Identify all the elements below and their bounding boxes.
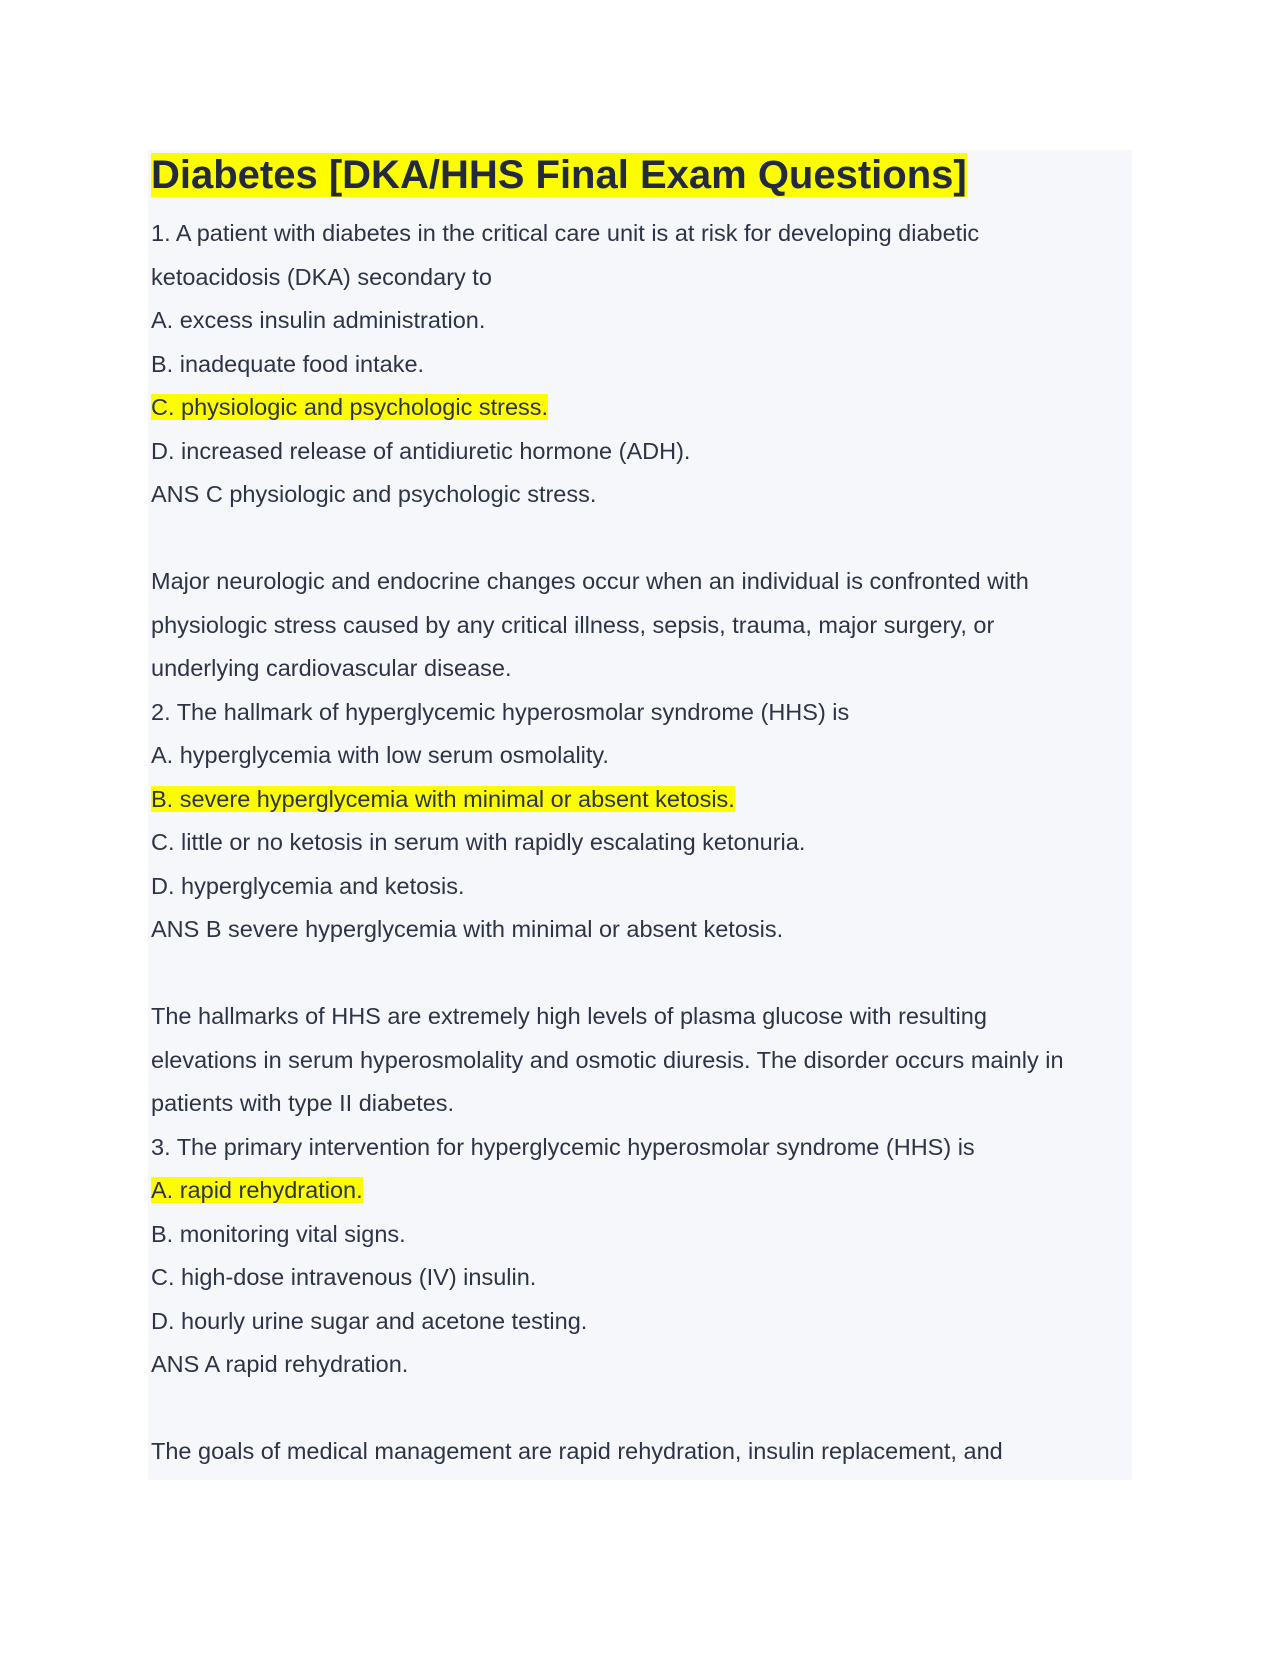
paragraph-gap — [151, 952, 1128, 996]
q1-option-b: B. inadequate food intake. — [151, 350, 425, 377]
q1-rationale-line-1: Major neurologic and endocrine changes occur when an individual is confronted with — [151, 568, 1029, 594]
content-area — [148, 150, 1132, 1480]
q1-correct-option-highlight: C. physiologic and psychologic stress. — [151, 394, 549, 420]
document-body — [151, 212, 1128, 1474]
q3-option-d: D. hourly urine sugar and acetone testing. — [151, 1307, 588, 1334]
q2-rationale-line-3: patients with type II diabetes. — [151, 1090, 455, 1116]
q2-option-d: D. hyperglycemia and ketosis. — [151, 872, 465, 899]
q1-rationale-line-3: underlying cardiovascular disease. — [151, 655, 512, 681]
q1-stem-line-1: 1. A patient with diabetes in the critical care unit is at risk for developing diabetic — [151, 220, 980, 246]
q2-rationale-line-1: The hallmarks of HHS are extremely high levels of plasma glucose with resulting — [151, 1003, 987, 1029]
q3-option-a — [151, 1169, 1128, 1213]
q3-option-c: C. high-dose intravenous (IV) insulin. — [151, 1264, 537, 1290]
q3-option-b: B. monitoring vital signs. — [151, 1220, 406, 1247]
q3-answer: ANS A rapid rehydration. — [151, 1351, 409, 1377]
q1-option-c — [151, 386, 1128, 430]
q2-option-a: A. hyperglycemia with low serum osmolality. — [151, 742, 609, 768]
q1-option-d: D. increased release of antidiuretic hormone (ADH). — [151, 437, 691, 464]
q3-rationale-line-1: The goals of medical management are rapid rehydration, insulin replacement, and — [151, 1438, 1003, 1464]
paragraph-gap — [151, 1387, 1128, 1431]
q1-rationale-line-2: physiologic stress caused by any critical illness, sepsis, trauma, major surgery, or — [151, 611, 995, 638]
q1-stem-line-2: ketoacidosis (DKA) secondary to — [151, 263, 492, 290]
q1-answer: ANS C physiologic and psychologic stress. — [151, 481, 597, 507]
title-highlight: Diabetes [DKA/HHS Final Exam Questions] — [151, 153, 967, 197]
q2-correct-option-highlight: B. severe hyperglycemia with minimal or absent ketosis. — [151, 785, 735, 812]
q2-option-b — [151, 778, 1128, 822]
q2-option-c: C. little or no ketosis in serum with rapidly escalating ketonuria. — [151, 829, 806, 855]
q2-rationale-line-2: elevations in serum hyperosmolality and osmotic diuresis. The disorder occurs mainly in — [151, 1046, 1064, 1073]
document-title — [151, 150, 1128, 200]
q3-stem: 3. The primary intervention for hyperglycemic hyperosmolar syndrome (HHS) is — [151, 1133, 975, 1160]
q2-answer: ANS B severe hyperglycemia with minimal or absent ketosis. — [151, 916, 784, 942]
q3-correct-option-highlight: A. rapid rehydration. — [151, 1177, 363, 1203]
q2-stem: 2. The hallmark of hyperglycemic hyperosmolar syndrome (HHS) is — [151, 698, 850, 725]
q1-option-a: A. excess insulin administration. — [151, 307, 486, 333]
paragraph-gap — [151, 517, 1128, 561]
